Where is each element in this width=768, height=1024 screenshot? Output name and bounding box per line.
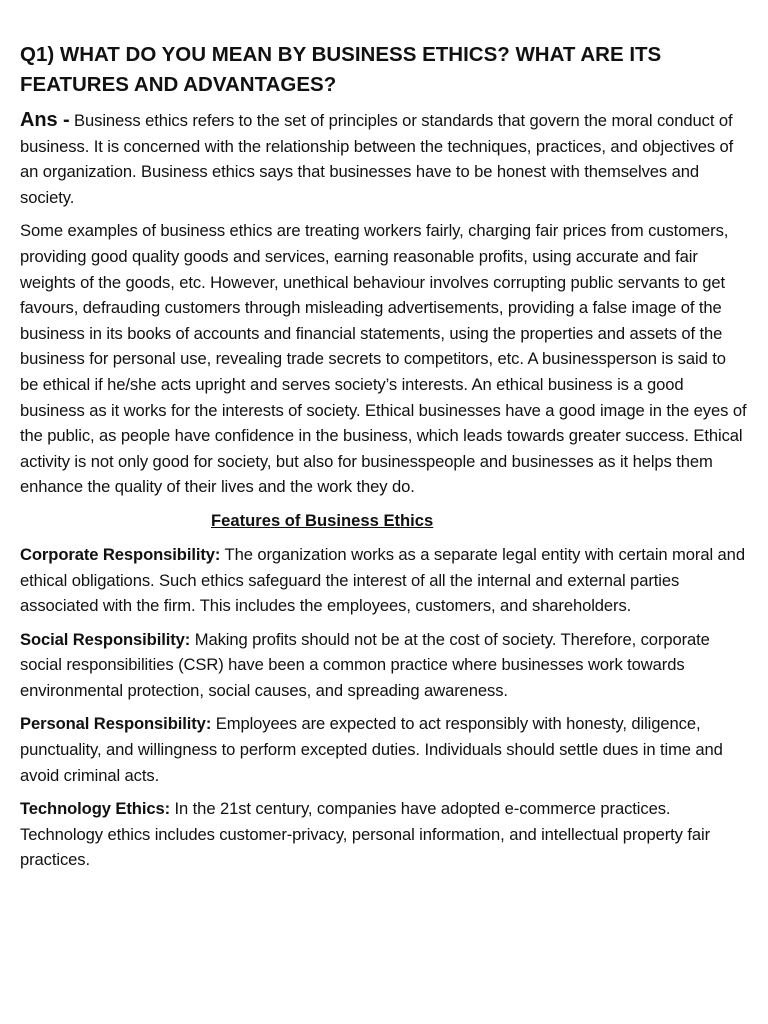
answer-examples-paragraph: Some examples of business ethics are treating workers fairly, charging fair prices from customers, providing good quality goods and services, earning reasonable profits, using accurate and fair weights of the goods, etc. However, unethical behaviour involves corrupting public servants to get favours, defrauding customers through misleading advertisements, providing a false image of the business in its books of accounts and financial statements, using the properties and assets of the business for personal use, revealing trade secrets to competitors, etc. A businessperson is said to be ethical if he/she acts upright and serves society’s interests. An ethical business is a good business as it works for the interests of society. Ethical businesses have a good image in the eyes of the public, as people have confidence in the business, which leads towards greater success. Ethical activity is not only good for society, but also for businesspeople and businesses as it helps them enhance the quality of their lives and the work they do. — [20, 221, 747, 497]
answer-label: Ans - — [20, 109, 70, 131]
question-heading: Q1) WHAT DO YOU MEAN BY BUSINESS ETHICS? WHAT ARE ITS FEATURES AND ADVANTAGES? — [20, 43, 662, 96]
feature-personal-responsibility — [20, 711, 748, 788]
feature-term: Technology Ethics: — [20, 799, 171, 819]
feature-text: Making profits should not be at the cost of society. Therefore, corporate social responsibilities (CSR) have been a common practice where businesses work towards environmental protection, social causes, and spreading awareness. — [20, 629, 710, 700]
document-page — [20, 40, 748, 881]
feature-text: Employees are expected to act responsibly with honesty, diligence, punctuality, and willingness to perform excepted duties. Individuals should settle dues in time and avoid criminal acts. — [20, 714, 723, 785]
answer-intro-paragraph — [20, 108, 748, 210]
feature-text: In the 21st century, companies have adopted e-commerce practices. Technology ethics includes customer-privacy, personal information, and intellectual property fair practices. — [20, 799, 711, 870]
features-heading: Features of Business Ethics — [211, 510, 434, 530]
feature-term: Social Responsibility: — [20, 629, 191, 649]
answer-intro-text: Business ethics refers to the set of principles or standards that govern the moral conduct of business. It is concerned with the relationship between the techniques, practices, and objectives of an organization. Business ethics says that businesses have to be honest with themselves and society. — [20, 111, 734, 207]
feature-term: Personal Responsibility: — [20, 714, 212, 734]
feature-corporate-responsibility — [20, 542, 748, 619]
feature-technology-ethics — [20, 796, 748, 873]
feature-social-responsibility — [20, 627, 748, 704]
feature-term: Corporate Responsibility: — [20, 544, 221, 564]
feature-text: The organization works as a separate legal entity with certain moral and ethical obligations. Such ethics safeguard the interest of all the internal and external parties associated with the firm. This includes the employees, customers, and shareholders. — [20, 544, 745, 616]
